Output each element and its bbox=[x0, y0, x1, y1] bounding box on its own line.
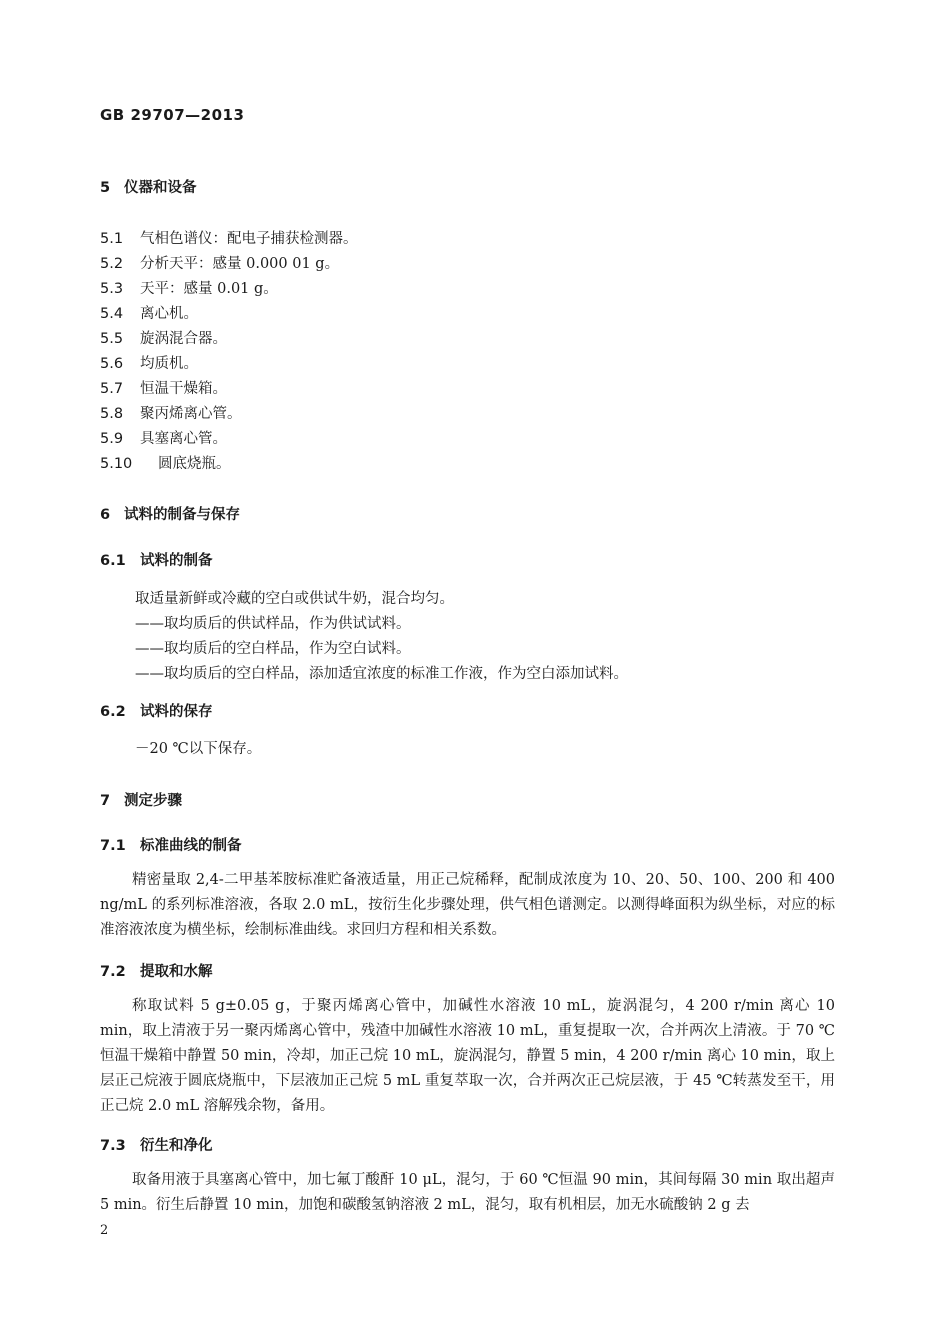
list-item: 5.3 天平：感量 0.01 g。 bbox=[100, 281, 278, 297]
section-6-heading bbox=[100, 503, 240, 524]
list-item: 5.10 圆底烧瓶。 bbox=[100, 456, 231, 472]
dash-line: ——取均质后的空白样品，添加适宜浓度的标准工作液，作为空白添加试料。 bbox=[135, 666, 628, 682]
list-item: 5.5 旋涡混合器。 bbox=[100, 331, 227, 347]
paragraph: 称取试料 5 g±0.05 g，于聚丙烯离心管中，加碱性水溶液 10 mL，旋涡混匀，4 200 r/min 离心 10 min，取上清液于另一聚丙烯离心管中，残渣中加碱性水溶液 10 mL，重复提取一次，合并两次上清液。于 70 ℃恒温干燥箱中静置 50 min，冷却，加正己烷 10 mL，旋涡混匀，静置 5 min，4 200 r/min 离心 10 min，取上层正己烷液于圆底烧瓶中，下层液加正己烷 5 mL 重复萃取一次，合并两次正己烷层液，于 45 ℃转蒸发至干，用正己烷 2.0 mL 溶解残余物，备用。 bbox=[100, 998, 835, 1114]
section-7-heading bbox=[100, 789, 182, 810]
paragraph: 取适量新鲜或冷藏的空白或供试牛奶，混合均匀。 bbox=[135, 591, 454, 607]
paragraph: 取备用液于具塞离心管中，加七氟丁酸酐 10 μL，混匀，于 60 ℃恒温 90 min，其间每隔 30 min 取出超声 5 min。衍生后静置 10 min，加饱和碳酸氢钠溶液 2 mL，混匀，取有机相层，加无水硫酸钠 2 g 去 bbox=[100, 1172, 835, 1213]
section-number: 5 bbox=[100, 180, 111, 196]
dash-line: ——取均质后的空白样品，作为空白试料。 bbox=[135, 641, 411, 657]
section-number: 6 bbox=[100, 507, 111, 523]
list-item: 5.6 均质机。 bbox=[100, 356, 198, 372]
list-item: 5.1 气相色谱仪：配电子捕获检测器。 bbox=[100, 231, 358, 247]
subsection-6-2-heading: 6.2 试料的保存 bbox=[100, 704, 213, 720]
section-number: 7 bbox=[100, 793, 111, 809]
subsection-7-3-heading: 7.3 衍生和净化 bbox=[100, 1138, 213, 1154]
section-5-heading bbox=[100, 176, 197, 197]
page-number: 2 bbox=[100, 1223, 109, 1238]
paragraph: －20 ℃以下保存。 bbox=[135, 741, 262, 757]
list-item: 5.9 具塞离心管。 bbox=[100, 431, 227, 447]
section-title: 试料的制备与保存 bbox=[124, 507, 240, 523]
subsection-6-1-heading: 6.1 试料的制备 bbox=[100, 553, 213, 569]
section-title: 仪器和设备 bbox=[124, 180, 197, 196]
subsection-7-1-heading: 7.1 标准曲线的制备 bbox=[100, 838, 242, 854]
section-title: 测定步骤 bbox=[124, 793, 182, 809]
list-item: 5.7 恒温干燥箱。 bbox=[100, 381, 227, 397]
dash-line: ——取均质后的供试样品，作为供试试料。 bbox=[135, 616, 411, 632]
paragraph: 精密量取 2,4-二甲基苯胺标准贮备液适量，用正己烷稀释，配制成浓度为 10、20、50、100、200 和 400 ng/mL 的系列标准溶液，各取 2.0 mL，按衍生化步骤处理，供气相色谱测定。以测得峰面积为纵坐标，对应的标准溶液浓度为横坐标，绘制标准曲线。求回归方程和相关系数。 bbox=[100, 872, 835, 938]
list-item: 5.2 分析天平：感量 0.000 01 g。 bbox=[100, 256, 340, 272]
list-item: 5.4 离心机。 bbox=[100, 306, 198, 322]
list-item: 5.8 聚丙烯离心管。 bbox=[100, 406, 242, 422]
standard-code: GB 29707—2013 bbox=[100, 106, 245, 124]
subsection-7-2-heading: 7.2 提取和水解 bbox=[100, 964, 213, 980]
